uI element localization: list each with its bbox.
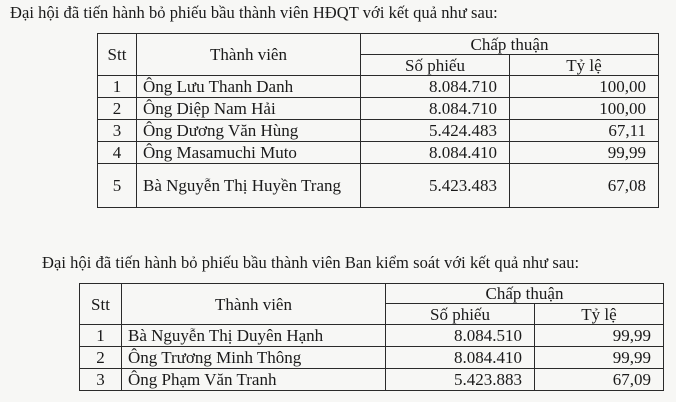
stt-header: Stt (98, 34, 137, 76)
row-votes: 8.084.410 (361, 142, 510, 164)
row-member: Ông Diệp Nam Hải (137, 98, 361, 120)
table-row (98, 142, 659, 164)
row-member: Ông Lưu Thanh Danh (137, 76, 361, 98)
row-ratio: 99,99 (510, 142, 659, 164)
row-votes: 5.423.483 (361, 164, 510, 208)
row-stt: 1 (80, 325, 122, 347)
row-ratio: 100,00 (510, 98, 659, 120)
table-row (98, 164, 659, 208)
row-stt: 2 (80, 347, 122, 369)
ratio-header: Tỷ lệ (510, 55, 659, 76)
row-stt: 4 (98, 142, 137, 164)
member-header: Thành viên (122, 284, 386, 325)
row-stt: 3 (80, 369, 122, 391)
supervisory-vote-table (79, 283, 664, 391)
row-ratio: 67,11 (510, 120, 659, 142)
row-votes: 8.084.710 (361, 76, 510, 98)
approval-header: Chấp thuận (361, 34, 659, 55)
table-row (80, 369, 664, 391)
row-member: Bà Nguyễn Thị Huyền Trang (137, 164, 361, 208)
member-header: Thành viên (137, 34, 361, 76)
board-vote-heading: Đại hội đã tiến hành bỏ phiếu bầu thành viên HĐQT với kết quả như sau: (10, 3, 498, 22)
supervisory-vote-heading: Đại hội đã tiến hành bỏ phiếu bầu thành viên Ban kiểm soát với kết quả như sau: (42, 253, 580, 272)
row-member: Ông Trương Minh Thông (122, 347, 386, 369)
approval-header: Chấp thuận (386, 284, 664, 304)
row-ratio: 100,00 (510, 76, 659, 98)
row-ratio: 67,08 (510, 164, 659, 208)
table-row (80, 325, 664, 347)
row-votes: 5.424.483 (361, 120, 510, 142)
row-votes: 8.084.510 (386, 325, 535, 347)
row-votes: 8.084.710 (361, 98, 510, 120)
table-row (98, 120, 659, 142)
stt-header: Stt (80, 284, 122, 325)
row-ratio: 99,99 (535, 325, 664, 347)
table-row (98, 98, 659, 120)
ratio-header: Tỷ lệ (535, 304, 664, 325)
row-member: Ông Dương Văn Hùng (137, 120, 361, 142)
row-member: Bà Nguyễn Thị Duyên Hạnh (122, 325, 386, 347)
votes-header: Số phiếu (361, 55, 510, 76)
row-member: Ông Phạm Văn Tranh (122, 369, 386, 391)
row-votes: 5.423.883 (386, 369, 535, 391)
row-votes: 8.084.410 (386, 347, 535, 369)
board-vote-table (97, 33, 659, 208)
table-row (80, 347, 664, 369)
votes-header: Số phiếu (386, 304, 535, 325)
row-ratio: 99,99 (535, 347, 664, 369)
row-stt: 3 (98, 120, 137, 142)
row-stt: 2 (98, 98, 137, 120)
row-ratio: 67,09 (535, 369, 664, 391)
row-member: Ông Masamuchi Muto (137, 142, 361, 164)
table-row (98, 76, 659, 98)
row-stt: 5 (98, 164, 137, 208)
row-stt: 1 (98, 76, 137, 98)
